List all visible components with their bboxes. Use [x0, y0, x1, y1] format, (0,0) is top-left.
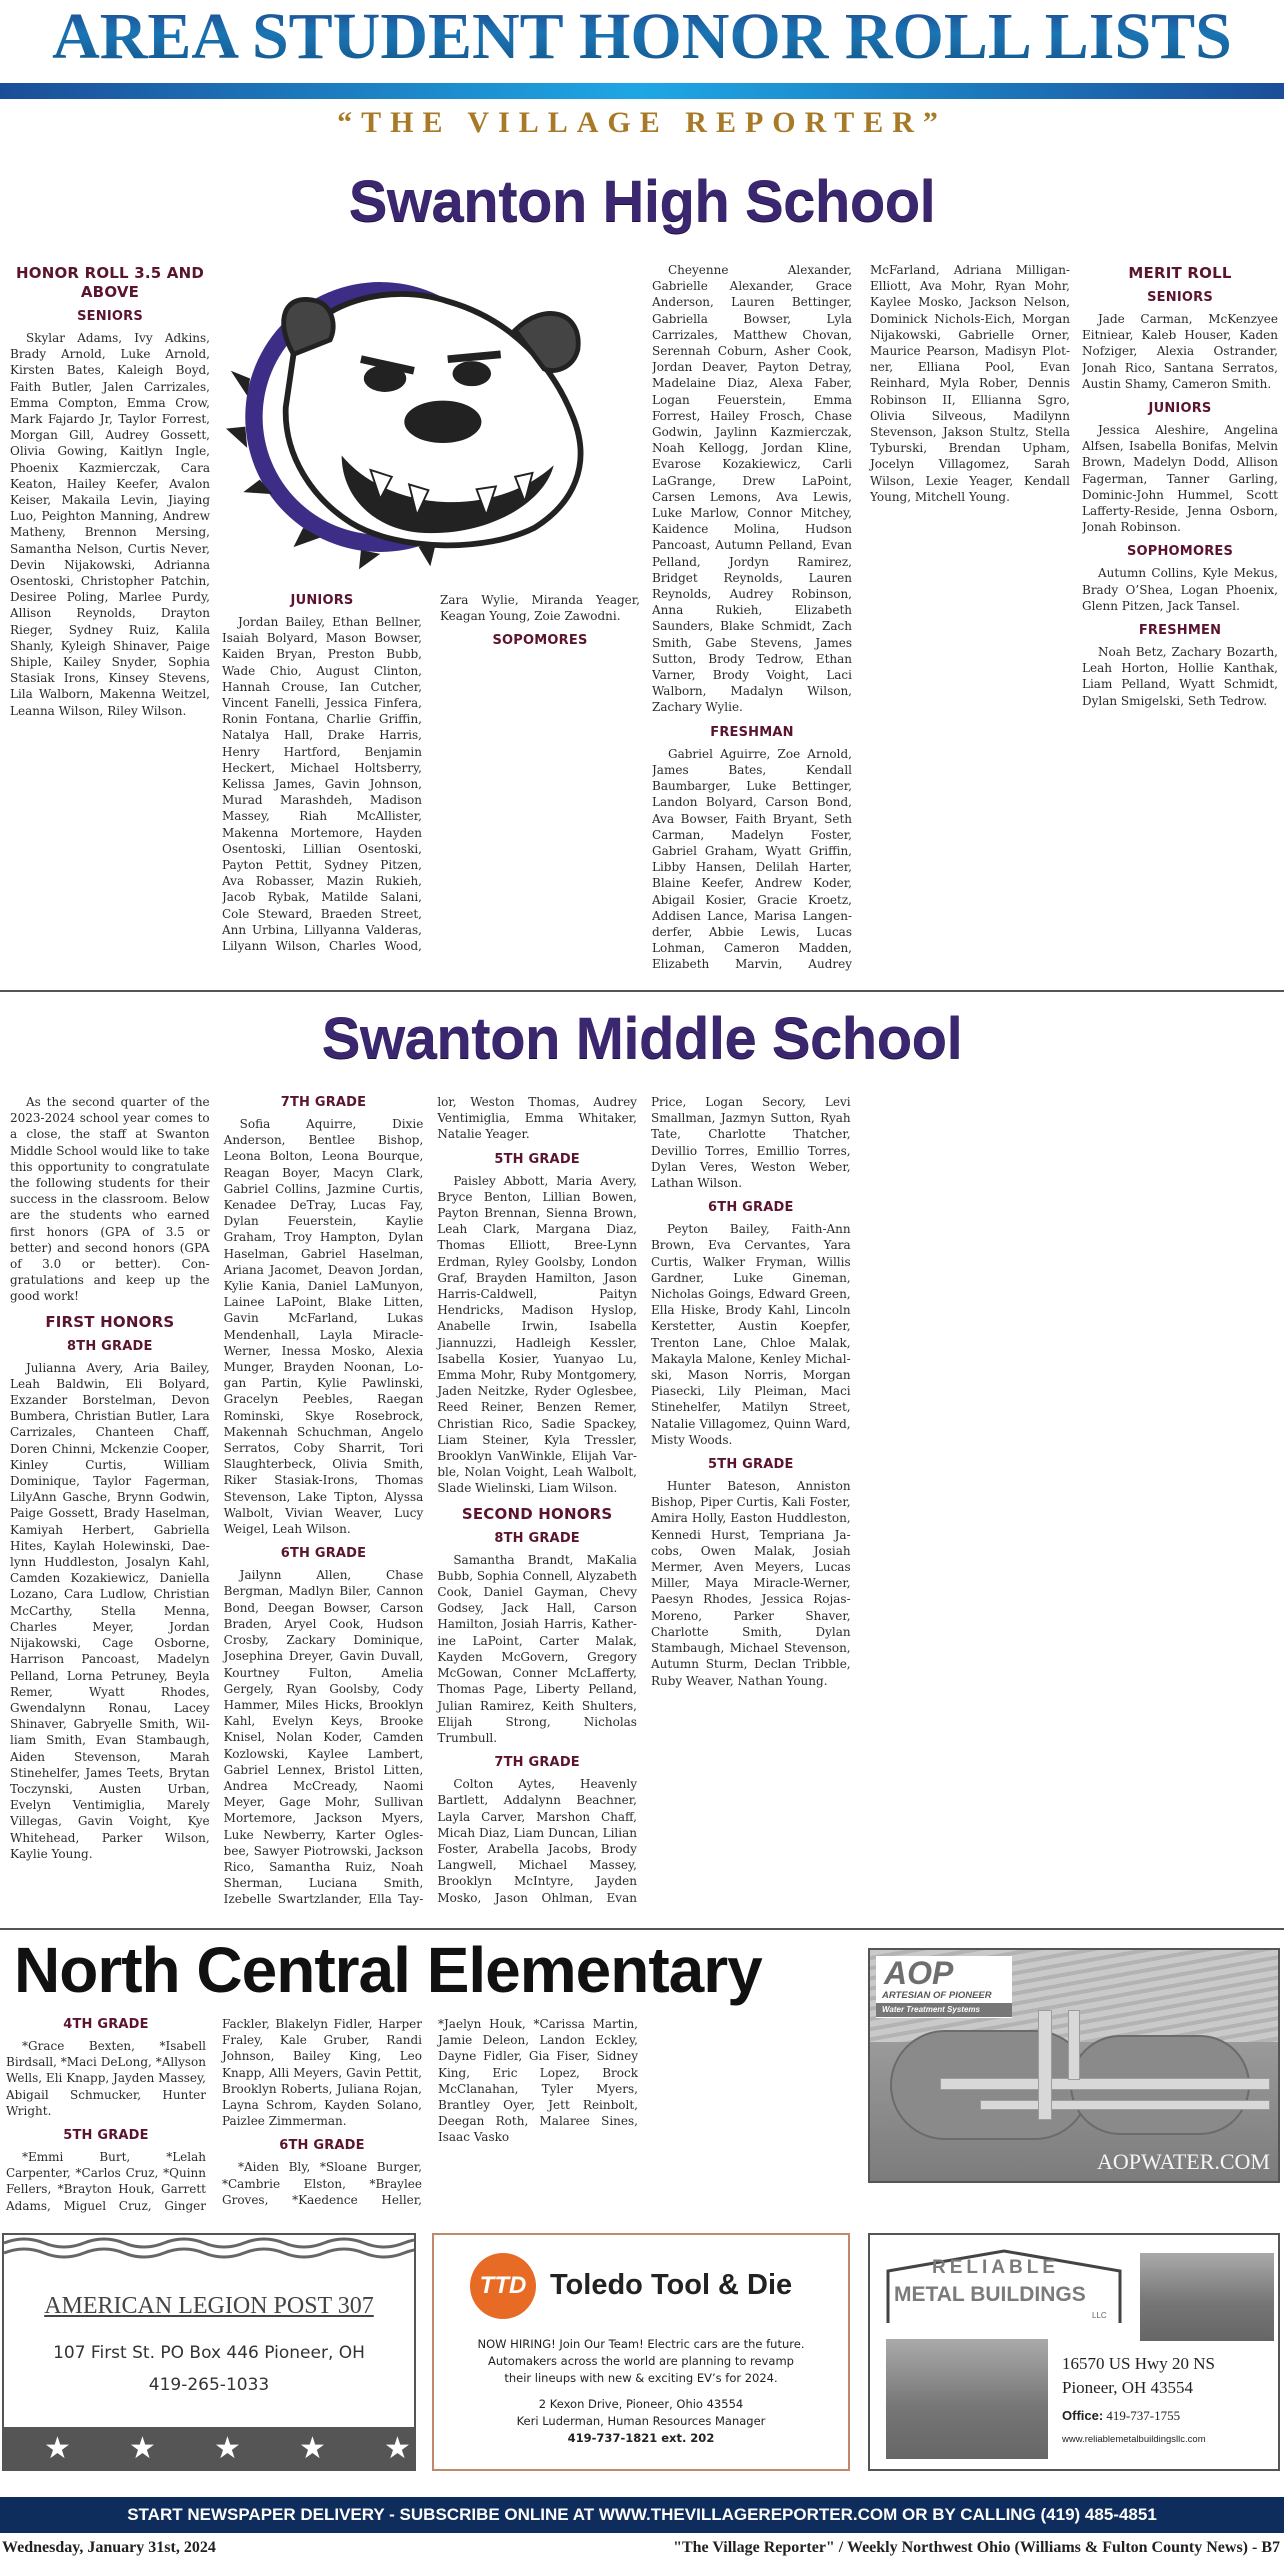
second-8th-list: Samantha Brandt, MaKalia Bubb, Sophia Connell, Alyzabeth Cook, Daniel Gayman, Chevy Godsey, Jack Hall, Carson Hamilton, Josiah Harris, Katherine LaPoint, Carter Malak, Kayden McGovern, Gregory McGowan, Conner McLafferty, Thomas Page, Liberty Pelland, Julian Ramirez, Keith Shulters, Elijah Strong, Nicholas Trumbull.	[437, 1552, 637, 1745]
aop-logo: AOP ARTESIAN OF PIONEER Water Treatment Systems	[876, 1956, 1012, 2018]
ad-american-legion[interactable]	[2, 2233, 416, 2471]
section-title-north-central: North Central Elementary	[14, 1934, 762, 2006]
star-icon: ★	[44, 2431, 71, 2466]
ad-reliable-metal-buildings[interactable]	[868, 2233, 1280, 2471]
page-title: AREA STUDENT HONOR ROLL LISTS	[0, 0, 1284, 74]
subscribe-banner[interactable]: START NEWSPAPER DELIVERY - SUBSCRIBE ONLINE AT WWW.THEVILLAGEREPORTER.COM OR BY CALLING (419) 485-4851	[0, 2497, 1284, 2533]
merit-juniors-heading: JUNIORS	[1148, 401, 1212, 417]
rmb-office: Office: 419-737-1755	[1062, 2408, 1181, 2423]
section-divider	[0, 1928, 1284, 1930]
rmb-address-line-2: Pioneer, OH 43554	[1062, 2378, 1194, 2397]
shs-sophomores-column	[652, 262, 1070, 980]
first-6th-list: Jailynn Allen, Chase Bergman, Madlyn Biler, Cannon Bond, Deegan Bowser, Carson Braden, Aryel Cook, Hudson Crosby, Zackary Dominique, Josephina Dreyer, Gavin Duvall, Kourtney Fulton, Amelia Gergely, Ryan Goolsby, Cody Hammer, Miles Hicks, Brooklyn Kahl, Evelyn Keys, Brooke Knisel, Nolan Koder, Camden Kozlowski, Kaylee Lambert, Gabriel Lennex, Bristol Litten, Andrea McCready, Naomi Meyer, Gage Mohr, Sullivan Mortemore, Jackson Myers, Luke Newberry, Karter Oglesbee, Sawyer Piotrowski, Jackson Rico, Samantha Ruiz, Noah Sherman, Luciana Smith, Izebelle Swartzlander, Ella Taylor, Weston Thomas, Audrey Ventimiglia, Emma Whitaker, Natalie Yeager.	[223, 1095, 637, 1907]
ad-toledo-tool-die[interactable]	[432, 2233, 850, 2471]
second-8th-heading: 8TH GRADE	[494, 1530, 580, 1546]
section-title-swanton-middle: Swanton Middle School	[321, 1006, 963, 1071]
second-7th-heading: 7TH GRADE	[494, 1755, 580, 1771]
star-icon: ★	[129, 2431, 156, 2466]
sophomores-list: Cheyenne Alexander, Gabrielle Alexander, Grace Anderson, Lauren Bettinger, Gabriella Bowser, Lyla Carrizales, Matthew Chovan, Serennah Coburn, Asher Cook, Jordan Deaver, Payton Detray, Madelaine Diaz, Alexa Faber, Logan Feuerstein, Emma Forrest, Hailey Frosch, Chase Godwin, Jaylinn Kazmierczak, Noah Kellogg, Jordan Kline, Evarose Kozakiewicz, Carli LaGrange, Drew LaPoint, Carsen Lemons, Ava Lewis, Luke Marlow, Connor Mitchey, Kaidence Molina, Hudson Pancoast, Autumn Pelland, Evan Pelland, Jordyn Ramirez, Bridget Reynolds, Lauren Reynolds, Audrey Robinson, Anna Rukieh, Elizabeth Saunders, Blake Schmidt, Zach Smith, Gabe Stevens, James Sutton, Brody Tedrow, Ethan Varner, Brody Voight, Laci Walborn, Madalyn Wilson, Zachary Wylie.	[652, 263, 852, 715]
nce-6th-heading: 6TH GRADE	[279, 2138, 365, 2154]
sms-intro: As the second quarter of the 2023-2024 school year comes to a close, the staff at Swanton Middle School would like to take this opportunity to congratulate the following students for their success in the classroom. Below are the students who earned first honors (GPA of 3.5 or better) and second honors (GPA of 3.0 or better). Congratulations and keep up the good work!	[10, 1095, 210, 1304]
ttd-contact: Keri Luderman, Human Resources Manager	[516, 2414, 766, 2428]
ttd-hiring-line-2: Automakers across the world are planning to revamp	[488, 2354, 794, 2368]
rmb-logo-top: RELIABLE	[932, 2257, 1059, 2278]
nce-4th-list: *Grace Bexten, *Isabell Birdsall, *Maci DeLong, *Allyson Wells, Eli Knapp, Jayden Massey, Abigail Schmucker, Hunter Wright.	[6, 2039, 206, 2118]
section-title-swanton-high: Swanton High School	[348, 169, 936, 234]
second-7th-list: Colton Aytes, Heavenly Bartlett, Addalynn Beachner, Layla Carver, Marshon Chaff, Micah Diaz, Liam Duncan, Lilian Foster, Arabella Jacobs, Brody Langwell, Michael Massey, Brooklyn McIntyre, Jayden Mosko, Jason Ohlman, Evan Price, Logan Secory, Levi Smallman, Jazmyn Sutton, Ryah Tate, Charlotte Thatcher, Devillio Torres, Emillio Torres, Dylan Veres, Weston Weber, Lathan Wilson.	[437, 1095, 851, 1905]
merit-seniors-heading: SENIORS	[1147, 290, 1213, 305]
merit-seniors-list: Jade Carman, McKenzyee Eitniear, Kaleb Houser, Kaden Nofziger, Alexia Ostrander, Jonah Rico, Santana Serratos, Austin Shamy, Cameron Smith.	[1082, 312, 1278, 391]
first-6th-heading: 6TH GRADE	[280, 1546, 367, 1562]
first-7th-heading: 7TH GRADE	[280, 1095, 367, 1110]
publication-name: “THE VILLAGE REPORTER”	[337, 106, 947, 139]
legion-phone: 419-265-1033	[148, 2375, 270, 2395]
nce-6th-list: *Aiden Bly, *Sloane Burger, *Cambrie Elston, *Braylee Groves, *Kaedence Heller, *Jaelyn Houk, *Carissa Martin, Jamie Deleon, Landon Eckley, Dayne Fidler, Gia Fiser, Sidney King, Eric Lopez, Brock McClanahan, Tyler Myers, Brantley Oyer, Jett Reinbolt, Deegan Roth, Malaree Sines, Isaac Vasko	[222, 2017, 638, 2207]
juniors-heading: JUNIORS	[290, 593, 354, 608]
nce-4th-heading: 4TH GRADE	[63, 2017, 149, 2032]
seniors-heading: SENIORS	[77, 309, 143, 324]
metal-building-photo-1	[1140, 2253, 1274, 2341]
wave-border-icon	[4, 2235, 416, 2263]
merit-juniors-list: Jessica Aleshire, Angelina Alfsen, Isabella Bonifas, Melvin Brown, Madelyn Dodd, Allison Fagerman, Tanner Garling, Dominic-John Hummel, Scott Lafferty-Reside, Jenna Osborn, Jonah Robinson.	[1082, 423, 1278, 535]
second-6th-list: Peyton Bailey, Faith-Ann Brown, Eva Cervantes, Yara Curtis, Walker Fryman, Willis Gardner, Luke Gineman, Nicholas Goings, Edward Green, Ella Hiske, Brody Kahl, Lincoln Kerstetter, Austin Koepfer, Trenton Lane, Chloe Malak, Makayla Malone, Kenley Michalski, Mason Norris, Morgan Piasecki, Lily Pleiman, Maci Stinehelfer, Matilyn Street, Natalie Villagomez, Quinn Ward, Misty Woods.	[650, 1222, 851, 1447]
ttd-hiring-line-1: NOW HIRING! Join Our Team! Electric cars are the future.	[477, 2337, 805, 2351]
seniors-list: Skylar Adams, Ivy Adkins, Brady Arnold, Luke Arnold, Kirsten Bates, Kaleigh Boyd, Faith Butler, Jalen Carrizales, Emma Compton, Emma Crow, Mark Fajardo Jr, Taylor Forrest, Morgan Gill, Audrey Gossett, Olivia Gowing, Kaitlyn Ingle, Phoenix Kazmierczak, Cara Keaton, Hailey Keefer, Avalon Keiser, Makaila Levin, Jiaying Luo, Peighton Manning, Andrew Matheny, Brennon Mersing, Samantha Nelson, Curtis Never, Devin Nijakowski, Adrianna Osentoski, Christopher Patchin, Desiree Poling, Marlee Purdy, Allison Reynolds, Drayton Rieger, Sydney Ruiz, Kalila Shanly, Kyleigh Shinaver, Paige Shiple, Kailey Snyder, Sophia Stasiak Irons, Kinsey Stevens, Lila Walborn, Makenna Weitzel, Leanna Wilson, Riley Wilson.	[10, 331, 210, 718]
second-5th-list: Hunter Bateson, Anniston Bishop, Piper Curtis, Kali Foster, Amira Holly, Easton Huddleston, Kennedi Hurst, Tempriana Jacobs, Owen Malak, Josiah Mermer, Aven Meyers, Lucas Miller, Maya Miracle-Werner, Paesyn Rhodes, Jessica Rojas-Moreno, Parker Shaver, Charlotte Smith, Dylan Stambaugh, Michael Stevenson, Autumn Sturm, Declan Tribble, Ruby Weaver, Nathan Young.	[650, 1479, 851, 1688]
section-divider	[0, 990, 1284, 992]
legion-address: 107 First St. PO Box 446 Pioneer, OH	[53, 2343, 365, 2363]
first-7th-list: Sofia Aquirre, Dixie Anderson, Bentlee Bishop, Leona Bolton, Leona Bourque, Reagan Boyer, Macyn Clark, Gabriel Collins, Jazmine Curtis, Kenadee DeTray, Lucas Fay, Dylan Feuerstein, Kaylie Graham, Troy Hampton, Dylan Haselman, Gabriel Haselman, Ariana Jacomet, Deavon Jordan, Kylie Kania, Daniel LaMunyon, Lainee LaPoint, Blake Litten, Gavin McFarland, Lukas Mendenhall, Layla Miracle-Werner, Inessa Mosko, Alexia Munger, Brayden Noonan, Logan Partin, Kylie Pawlinski, Gracelyn Peebles, Raegan Rominski, Skye Rosebrock, Makennah Schuchman, Angelo Serratos, Coby Sharrit, Tori Slaughterbeck, Olivia Smith, Riker Stasiak-Irons, Thomas Stevenson, Lake Tipton, Alyssa Walbolt, Vivian Weaver, Lucy Weigel, Leah Wilson.	[223, 1117, 424, 1537]
stars-border	[4, 2427, 414, 2469]
merit-freshmen-list: Noah Betz, Zachary Bozarth, Leah Horton, Hollie Kanthak, Liam Pelland, Wyatt Schmidt, Dylan Smigelski, Seth Tedrow.	[1082, 645, 1278, 708]
first-5th-list: Paisley Abbott, Maria Avery, Bryce Benton, Lillian Bowen, Payton Brennan, Sienna Brown, Leah Clark, Margana Diaz, Thomas Elliott, Bree-Lynn Erdman, Ryley Goolsby, London Graf, Brayden Hamilton, Jason Harris-Caldwell, Paityn Hendricks, Madison Hyslop, Anabelle Irwin, Isabella Jiannuzzi, Hadleigh Kessler, Isabella Kosier, Yuanyao Lu, Emma Mohr, Ruby Montgomery, Jaden Neitzke, Ryder Oglesbee, Reed Reiner, Benzen Remer, Christian Rico, Sadie Spackey, Liam Steiner, Kyla Tressler, Brooklyn VanWinkle, Elijah Varble, Nolan Voight, Leah Walbolt, Slade Wielinski, Liam Wilson.	[437, 1173, 637, 1496]
first-honors-heading: FIRST HONORS	[45, 1312, 175, 1331]
sophomores-heading: SOPOMORES	[492, 633, 588, 649]
freshman-heading: FRESHMAN	[710, 724, 794, 740]
first-8th-heading: 8TH GRADE	[67, 1338, 153, 1354]
star-icon: ★	[384, 2431, 411, 2466]
first-5th-heading: 5TH GRADE	[494, 1151, 580, 1167]
ttd-address: 2 Kexon Drive, Pioneer, Ohio 43554	[538, 2397, 744, 2411]
star-icon: ★	[214, 2431, 241, 2466]
issue-date: Wednesday, January 31st, 2024	[2, 2539, 216, 2556]
merit-sophomores-list: Autumn Collins, Kyle Mekus, Brady O’Shea, Logan Phoenix, Glenn Pitzen, Jack Tansel.	[1082, 566, 1278, 613]
nce-columns	[6, 2016, 854, 2224]
nce-5th-heading: 5TH GRADE	[63, 2128, 149, 2144]
ttd-hiring-line-3: their lineups with new & exciting EV’s for 2024.	[504, 2371, 778, 2385]
masthead	[0, 0, 1284, 150]
merit-roll-heading: MERIT ROLL	[1128, 264, 1232, 282]
merit-sophomores-heading: SOPHOMORES	[1126, 544, 1234, 560]
ttd-company-name: Toledo Tool & Die	[550, 2269, 793, 2301]
masthead-divider	[0, 83, 1284, 99]
aop-website[interactable]: AOPWATER.COM	[1097, 2149, 1270, 2174]
metal-building-photo-2	[886, 2339, 1048, 2459]
shs-merit-roll-column	[1082, 262, 1278, 980]
ad-artesian-of-pioneer[interactable]	[868, 1948, 1280, 2183]
first-8th-list: Julianna Avery, Aria Bailey, Leah Baldwin, Eli Bolyard, Exzander Borstelman, Devon Bumbera, Christian Butler, Lara Carrizales, Chanteen Chaff, Doren Chinni, Mckenzie Cooper, Kinley Curtis, William Dominique, Taylor Fagerman, LilyAnn Gasche, Brynn Godwin, Paige Gossett, Brady Haselman, Kamiyah Herbert, Gabriella Hites, Kaylah Holewinski, Daelynn Huddleston, Josalyn Kahl, Camden Kozakiewicz, Daniella Lozano, Cara Ludlow, Christian McCarthy, Stella Menna, Charles Meyer, Jordan Nijakowski, Cage Osborne, Harrison Pancoast, Madelyn Pelland, Lorna Petruney, Beyla Remer, Wyatt Rhodes, Gwendalynn Ronau, Lacey Shinaver, Gabryelle Smith, William Smith, Evan Stambaugh, Aiden Stevenson, Marah Stinehelfer, James Teets, Brytan Toczynski, Austen Urban, Evelyn Ventimiglia, Marely Villegas, Gavin Voight, Kye Whitehead, Parker Wilson, Kaylie Young.	[10, 1360, 210, 1861]
second-6th-heading: 6TH GRADE	[708, 1200, 794, 1216]
nce-5th-list: *Emmi Burt, *Lelah Carpenter, *Carlos Cruz, *Quinn Fellers, *Brayton Houk, Garrett Adams, Miguel Cruz, Ginger Fackler, Blakelyn Fidler, Harper Fraley, Kale Gruber, Randi Johnson, Bailey King, Leo Knapp, Alli Meyers, Gavin Pettit, Brooklyn Roberts, Juliana Rojan, Layna Schrom, Kayden Solano, Paizlee Zimmerman.	[6, 2017, 422, 2213]
ttd-logo: TTD	[470, 2253, 536, 2319]
rmb-logo-bottom: METAL BUILDINGS	[894, 2283, 1086, 2306]
bulldog-mascot-logo	[226, 262, 626, 572]
merit-freshmen-heading: FRESHMEN	[1138, 623, 1222, 639]
juniors-list: Jordan Bailey, Ethan Bellner, Isaiah Bolyard, Mason Bowser, Kaiden Bryan, Preston Bubb, Wade Chio, August Clinton, Hannah Crouse, Ian Cutcher, Vincent Fanelli, Jessica Finfera, Ronin Fontana, Charlie Griffin, Natalya Hall, Drake Harris, Henry Hartford, Benjamin Heckert, Michael Holtsberry, Kelissa James, Gavin Johnson, Murad Marashdeh, Madison Massey, Riah McAllister, Makenna Mortemore, Hayden Osentoski, Lillian Osentoski, Payton Pettit, Sydney Pitzen, Ava Robasser, Mazin Rukieh, Jacob Rybak, Matilde Salani, Cole Steward, Braeden Street, Ann Urbina, Lillyanna Valderas, Lilyann Wilson, Charles Wood, Zara Wylie, Miranda Yeager, Keagan Young, Zoie Zawodni.	[222, 593, 640, 954]
ttd-phone: 419-737-1821 ext. 202	[567, 2431, 715, 2445]
freshman-list: Gabriel Aguirre, Zoe Arnold, James Bates, Kendall Baumbarger, Luke Bettinger, Landon Bolyard, Carson Bond, Ava Bowser, Faith Bryant, Seth Carman, Madelyn Foster, Gabriel Graham, Wyatt Griffin, Libby Hansen, Delilah Harter, Blaine Keefer, Andrew Koder, Abigail Kosier, Gracie Kroetz, Addisen Lance, Marisa Langenderfer, Abbie Lewis, Lucas Lohman, Cameron Madden, Elizabeth Marvin, Audrey McFarland, Adriana Milligan-Elliott, Ava Mohr, Ryan Mohr, Kaylee Mosko, Jackson Nelson, Dominick Nichols-Eich, Morgan Nijakowski, Gabrielle Orner, Maurice Pearson, Madisyn Plotner, Elliana Pool, Evan Reinhard, Myla Rober, Dennis Robinson II, Ellianna Sgro, Olivia Silveous, Madilynn Stevenson, Jakson Stultz, Stella Tyburski, Brendan Upham, Jocelyn Villagomez, Sarah Wilson, Lexie Yeager, Kendall Young, Mitchell Young.	[652, 263, 1070, 972]
sms-columns	[10, 1094, 1278, 1920]
second-5th-heading: 5TH GRADE	[708, 1457, 794, 1473]
rmb-address-line-1: 16570 US Hwy 20 NS	[1062, 2354, 1216, 2373]
rmb-llc: LLC	[1092, 2311, 1107, 2320]
honor-roll-heading: HONOR ROLL 3.5 AND ABOVE	[15, 264, 205, 301]
shs-juniors-column	[222, 592, 640, 980]
shs-honor-roll-column	[10, 262, 210, 980]
rmb-website[interactable]: www.reliablemetalbuildingsllc.com	[1062, 2434, 1206, 2445]
star-icon: ★	[299, 2431, 326, 2466]
publication-page-info: "The Village Reporter" / Weekly Northwest Ohio (Williams & Fulton County News) - B7	[673, 2539, 1280, 2556]
second-honors-heading: SECOND HONORS	[461, 1504, 613, 1523]
legion-name: AMERICAN LEGION POST 307	[44, 2293, 374, 2319]
